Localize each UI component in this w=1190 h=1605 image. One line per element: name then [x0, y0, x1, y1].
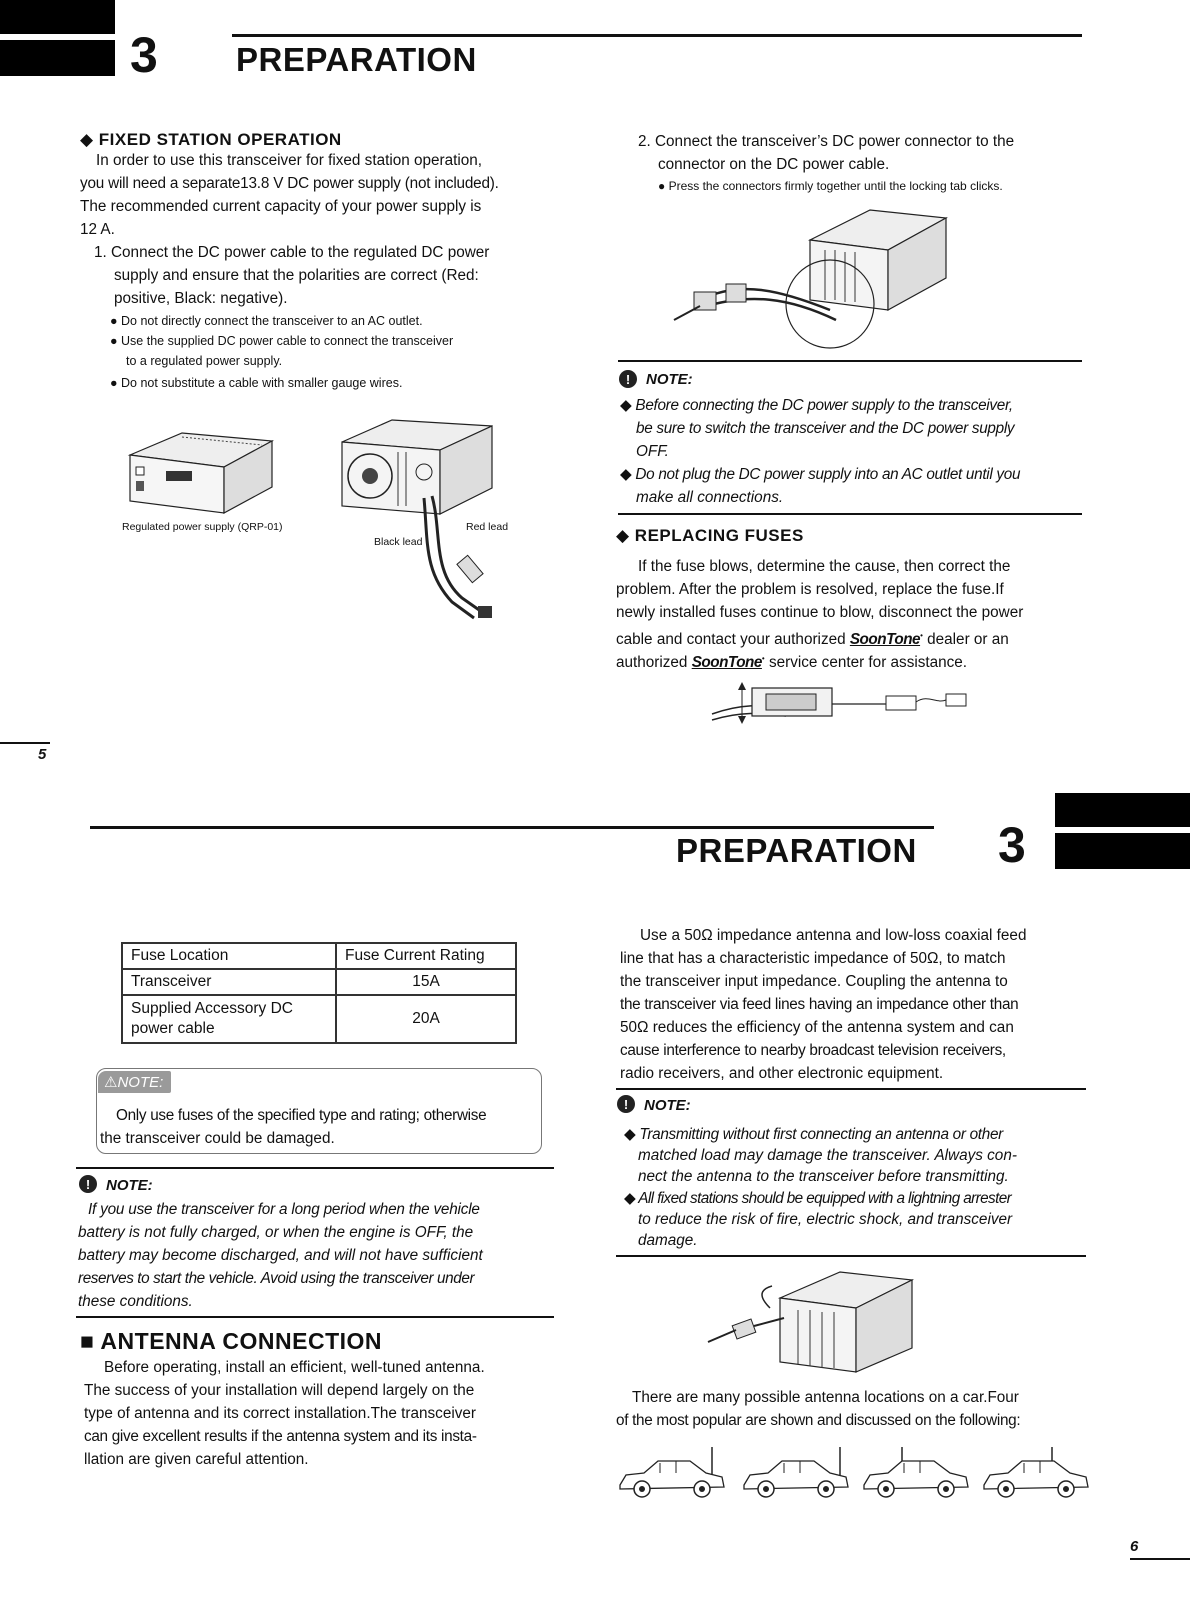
note3-line-3: nect the antenna to the transceiver before transmitting. [638, 1168, 1009, 1185]
fuses-line-5: authorized SoonTone• service center for assistance. [616, 654, 968, 672]
chapter-number-page6: 3 [998, 817, 1026, 873]
car-locations-line-2: of the most popular are shown and discussed on the following: [616, 1412, 1021, 1429]
note2-top-rule [76, 1167, 554, 1169]
impedance-line-6: cause interference to nearby broadcast television receivers, [620, 1042, 1006, 1059]
header-rule [232, 34, 1082, 37]
note1-line-2: be sure to switch the transceiver and the DC power supply [636, 420, 1015, 437]
antenna-connector-illustration [700, 1268, 920, 1380]
antenna-line-3: type of antenna and its correct installation.The transceiver [84, 1405, 476, 1422]
table-header-location: Fuse Location [122, 943, 336, 969]
impedance-line-2: line that has a characteristic impedance of 50Ω, to match [620, 950, 1006, 967]
label-black-lead: Black lead [374, 536, 423, 548]
chapter-number: 3 [130, 27, 158, 83]
fixed-station-line-3: The recommended current capacity of your power supply is [80, 198, 482, 215]
step2-line-1: 2. Connect the transceiver’s DC power connector to the [638, 133, 1015, 150]
power-supply-illustration [122, 425, 282, 520]
page6-number-rule [1130, 1558, 1190, 1560]
impedance-line-7: radio receivers, and other electronic equipment. [620, 1065, 944, 1082]
impedance-line-3: the transceiver input impedance. Coupling the antenna to [620, 973, 1008, 990]
table-cell-location: Transceiver [122, 969, 336, 995]
label-red-lead: Red lead [466, 521, 509, 533]
note3-bottom-rule [616, 1255, 1086, 1257]
page-number-6: 6 [1130, 1538, 1139, 1555]
fuses-line-4-end: dealer or an [927, 631, 1009, 649]
note3-line-5: to reduce the risk of fire, electric shock, and transceiver [638, 1211, 1013, 1228]
caution-line-1: Only use fuses of the specified type and rating; otherwise [116, 1107, 487, 1124]
note3-line-2: matched load may damage the transceiver. Always con- [638, 1147, 1017, 1164]
section-heading-fixed-station: ◆ FIXED STATION OPERATION [80, 130, 342, 149]
antenna-line-2: The success of your installation will depend largely on the [84, 1382, 475, 1399]
bullet-locking-tab: ● Press the connectors firmly together until the locking tab clicks. [658, 179, 1003, 193]
car-locations-line-1: There are many possible antenna locations on a car.Four [632, 1389, 1019, 1406]
note3-line-1: ◆ Transmitting without first connecting an antenna or other [624, 1126, 1003, 1143]
note3-top-rule [616, 1088, 1086, 1090]
note2-line-3: battery may become discharged, and will not have sufficient [78, 1247, 483, 1264]
fuses-line-4-start: cable and contact your authorized [616, 631, 846, 649]
table-cell-rating: 15A [336, 969, 516, 995]
step1-line-2: supply and ensure that the polarities are correct (Red: [114, 267, 479, 284]
note1-label: NOTE: [646, 371, 693, 388]
warning-icon: ⚠ [104, 1074, 118, 1091]
label-power-supply: Regulated power supply (QRP-01) [122, 521, 283, 533]
car-icon-fender-antenna [858, 1445, 972, 1505]
fuses-line-1: If the fuse blows, determine the cause, then correct the [638, 558, 1011, 575]
chapter-tab-left [0, 0, 115, 34]
car-icon-trunk-antenna [978, 1445, 1092, 1505]
impedance-line-4: the transceiver via feed lines having an impedance other than [620, 996, 1019, 1013]
bullet-gauge-wires: ● Do not substitute a cable with smaller gauge wires. [110, 376, 403, 390]
page5-number-rule [0, 742, 50, 744]
step1-line-3: positive, Black: negative). [114, 290, 288, 307]
svg-text:!: ! [85, 1177, 91, 1192]
step1-line-1: 1. Connect the DC power cable to the regulated DC power [94, 244, 490, 261]
step2-line-2: connector on the DC power cable. [658, 156, 890, 173]
fuse-table [121, 942, 517, 1044]
section-heading-replacing-fuses: ◆ REPLACING FUSES [616, 526, 804, 545]
table-cell-location: Supplied Accessory DC power cable [122, 995, 336, 1043]
svg-text:!: ! [623, 1097, 629, 1112]
fuses-line-5-end: service center for assistance. [768, 654, 968, 672]
note2-line-5: these conditions. [78, 1293, 193, 1310]
fuses-line-4: cable and contact your authorized SoonTone• dealer or an [616, 631, 1009, 649]
page-title: PREPARATION [236, 41, 477, 78]
impedance-line-1: Use a 50Ω impedance antenna and low-loss coaxial feed [640, 927, 1027, 944]
note2-label: NOTE: [106, 1177, 153, 1194]
table-row [122, 969, 516, 995]
caution-label: NOTE: [117, 1074, 164, 1091]
table-cell-rating: 20A [336, 995, 516, 1043]
note-icon [616, 1094, 638, 1114]
caution-tab [98, 1071, 171, 1093]
fixed-station-line-2: you will need a separate13.8 V DC power supply (not included). [80, 175, 499, 192]
car-icon-roof-antenna [738, 1445, 852, 1505]
note2-line-1: If you use the transceiver for a long period when the vehicle [88, 1201, 480, 1218]
car-icon-rear-antenna [614, 1445, 728, 1505]
fuses-line-3: newly installed fuses continue to blow, disconnect the power [616, 604, 1024, 621]
brand-logo: SoonTone [849, 631, 921, 649]
antenna-line-1: Before operating, install an efficient, well-tuned antenna. [104, 1359, 485, 1376]
chapter-tab-right-lower [1055, 833, 1190, 869]
antenna-line-4: can give excellent results if the antenna system and its insta- [84, 1428, 477, 1445]
bullet-supplied-cable: ● Use the supplied DC power cable to connect the transceiver [110, 334, 454, 348]
note2-bottom-rule [76, 1316, 554, 1318]
chapter-tab-left-lower [0, 40, 115, 76]
table-row [122, 943, 516, 969]
note3-line-4: ◆ All fixed stations should be equipped with a lightning arrester [624, 1190, 1012, 1207]
fuse-holder-illustration [706, 680, 986, 730]
note1-line-5: make all connections. [636, 489, 784, 506]
note1-top-rule [618, 360, 1082, 362]
note2-line-2: battery is not fully charged, or when the engine is OFF, the [78, 1224, 474, 1241]
section-heading-antenna: ■ ANTENNA CONNECTION [80, 1328, 383, 1354]
note1-line-3: OFF. [636, 443, 669, 460]
brand-logo-2: SoonTone [691, 654, 762, 672]
page-number-5: 5 [38, 746, 47, 763]
note3-label: NOTE: [644, 1097, 691, 1114]
note1-line-4: ◆ Do not plug the DC power supply into an AC outlet until you [620, 466, 1021, 483]
note1-line-1: ◆ Before connecting the DC power supply to the transceiver, [620, 397, 1013, 414]
note1-bottom-rule [618, 513, 1082, 515]
fixed-station-line-4: 12 A. [80, 221, 115, 238]
fuses-line-5-start: authorized [616, 654, 688, 672]
impedance-line-5: 50Ω reduces the efficiency of the antenna system and can [620, 1019, 1014, 1036]
dc-connector-illustration [660, 200, 950, 350]
fixed-station-line-1: In order to use this transceiver for fixed station operation, [96, 152, 483, 169]
fuses-line-2: problem. After the problem is resolved, replace the fuse.If [616, 581, 1004, 598]
header-rule-page6 [90, 826, 934, 829]
note2-line-4: reserves to start the vehicle. Avoid using the transceiver under [78, 1270, 475, 1287]
caution-line-2: the transceiver could be damaged. [100, 1130, 335, 1147]
table-row [122, 995, 516, 1043]
bullet-supplied-cable-cont: to a regulated power supply. [126, 354, 283, 368]
table-header-rating: Fuse Current Rating [336, 943, 516, 969]
note-icon [618, 369, 640, 389]
note3-line-6: damage. [638, 1232, 698, 1249]
bullet-ac-outlet: ● Do not directly connect the transceiver to an AC outlet. [110, 314, 423, 328]
chapter-tab-right [1055, 793, 1190, 827]
antenna-line-5: llation are given careful attention. [84, 1451, 309, 1468]
page-title-page6: PREPARATION [676, 832, 917, 869]
note-icon [78, 1174, 100, 1194]
svg-text:!: ! [625, 372, 631, 387]
